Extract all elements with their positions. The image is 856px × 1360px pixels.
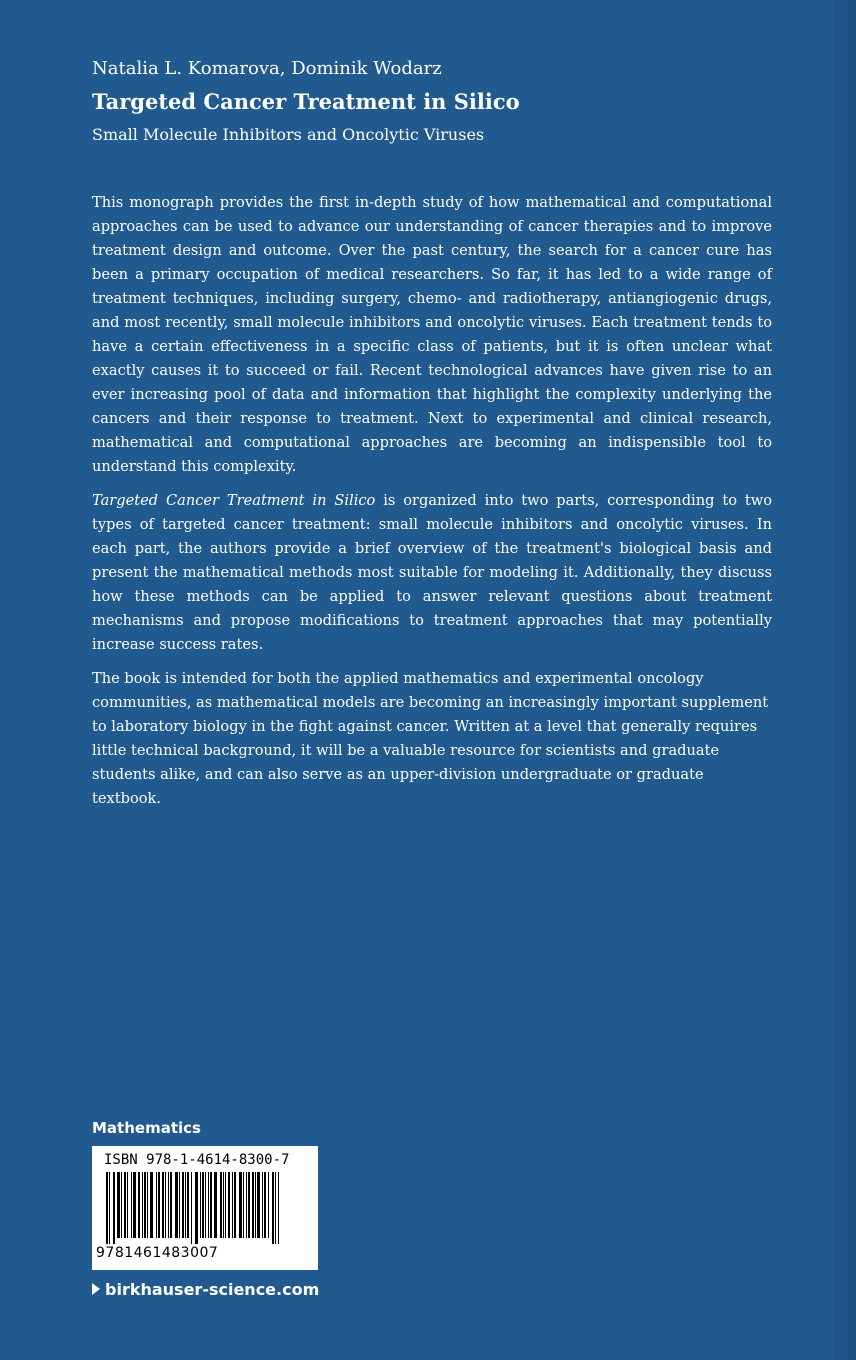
description-paragraph-1: This monograph provides the first in-depth study of how mathematical and computational approaches can be used to advance our understanding of cancer therapies and to improve treatment design and outcome. Over the past century, the search for a cancer cure has been a primary occupation of medical researchers. So far, it has led to a wide range of treatment techniques, including surgery, chemo- and radiotherapy, antiangiogenic drugs, and most recently, small molecule inhibitors and oncolytic viruses. Each treatment tends to have a certain effectiveness in a specific class of patients, but it is often unclear what exactly causes it to succeed or fail. Recent technological advances have given rise to an ever increasing pool of data and information that highlight the complexity underlying the cancers and their response to treatment. Next to experimental and clinical research, mathematical and computational approaches are becoming an indispensible tool to understand this complexity. [92, 194, 772, 475]
publisher-website [92, 1280, 319, 1299]
book-title-italic: Targeted Cancer Treatment in Silico [92, 492, 376, 509]
category-label: Mathematics [92, 1119, 201, 1137]
barcode-digits: 9781461483007 [96, 1245, 219, 1261]
description-paragraph-3: The book is intended for both the applied mathematics and experimental oncology communities, as mathematical models are becoming an increasingly important supplement to laboratory biology in the fight against cancer. Written at a level that generally requires little technical background, it will be a valuable resource for scientists and graduate students alike, and can also serve as an upper-division undergraduate or graduate textbook. [92, 670, 769, 807]
book-subtitle: Small Molecule Inhibitors and Oncolytic Viruses [92, 125, 485, 144]
description-paragraph-2-text: is organized into two parts, corresponding to two types of targeted cancer treatment: small molecule inhibitors and oncolytic viruses. In each part, the authors provide a brief overview of the treatment's biological basis and present the mathematical methods most suitable for modeling it. Additionally, they discuss how these methods can be applied to answer relevant questions about treatment mechanisms and propose modifications to treatment approaches that may potentially increase success rates. [92, 492, 772, 653]
authors: Natalia L. Komarova, Dominik Wodarz [92, 58, 442, 79]
cover-edge [834, 0, 856, 1360]
publisher-website-text: birkhauser-science.com [105, 1280, 320, 1299]
triangle-right-icon [92, 1283, 100, 1295]
description [92, 191, 772, 821]
description-paragraph-2 [92, 489, 772, 657]
isbn-label: ISBN 978-1-4614-8300-7 [104, 1152, 290, 1168]
barcode-icon [102, 1172, 308, 1244]
book-title: Targeted Cancer Treatment in Silico [92, 89, 520, 114]
barcode-box [92, 1146, 318, 1270]
